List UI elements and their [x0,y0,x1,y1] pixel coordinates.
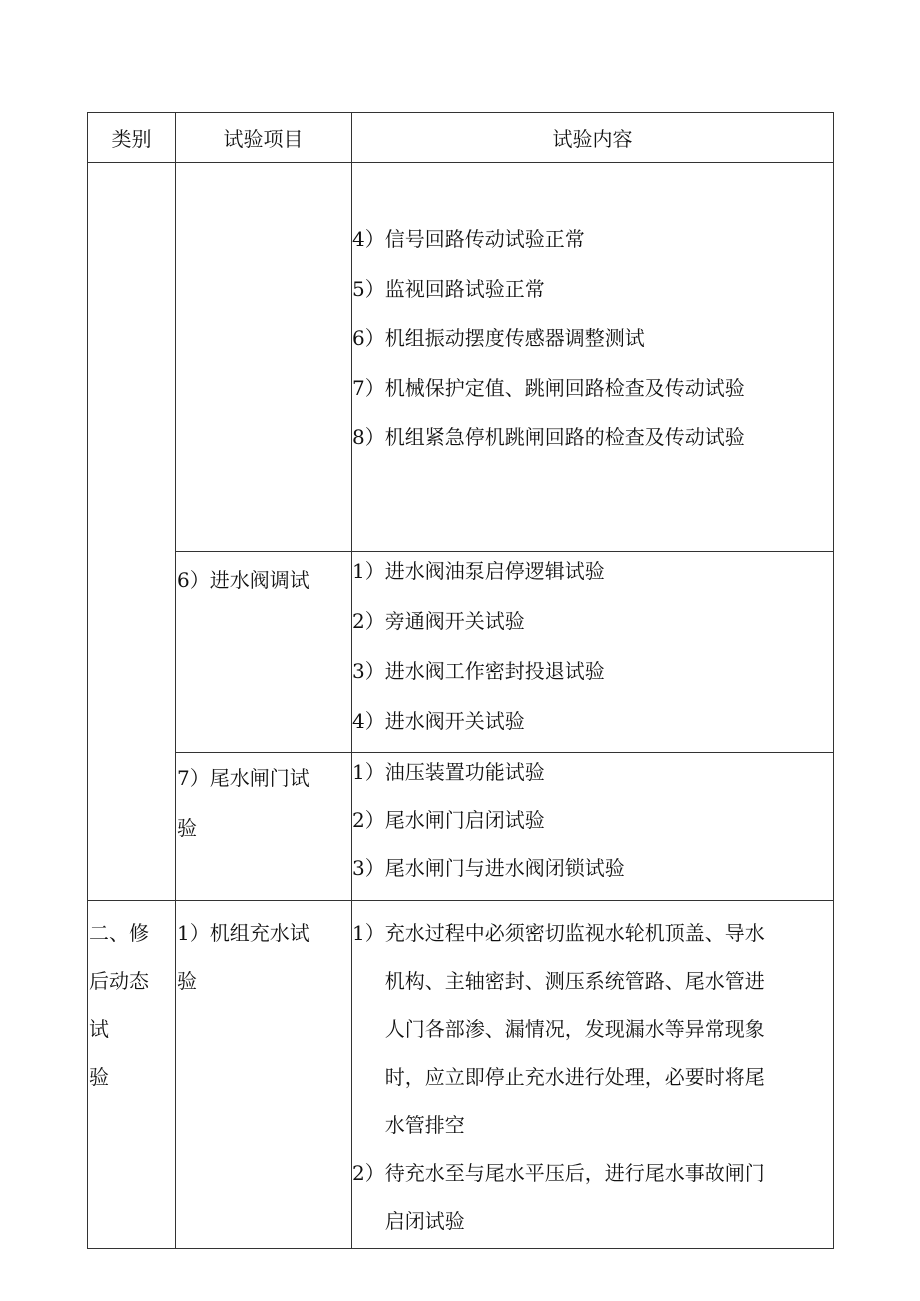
content-cell [352,753,834,901]
paragraph-text [385,1149,833,1245]
list-item: 6）机组振动摆度传感器调整测试 [352,326,645,350]
content-list [352,215,833,463]
content-paragraph [352,1149,833,1245]
text-line: 机构、主轴密封、测压系统管路、尾水管进 [384,969,765,993]
list-item: 3）尾水闸门与进水阀闭锁试验 [352,856,625,880]
list-item: 2）旁通阀开关试验 [352,609,525,633]
text-line: 时，应立即停止充水进行处理，必要时将尾 [384,1065,765,1089]
category-cell [88,901,176,1249]
text-line: 启闭试验 [384,1209,465,1233]
item-label-line: 验 [177,969,197,993]
item-cell [176,552,352,753]
list-item: 1）进水阀油泵启停逻辑试验 [352,559,605,583]
list-item: 4）信号回路传动试验正常 [352,227,585,251]
test-table [87,112,834,1249]
list-item: 1）油压装置功能试验 [352,760,545,784]
list-item: 7）机械保护定值、跳闸回路检查及传动试验 [352,375,745,400]
table-header-row [88,113,834,163]
category-line: 二、修 [89,921,149,945]
content-paragraph [352,909,833,1149]
category-line: 试 [89,1017,109,1041]
list-item: 3）进水阀工作密封投退试验 [352,659,605,683]
list-item: 2）尾水闸门启闭试验 [352,808,545,832]
content-list [352,546,833,746]
item-cell [176,901,352,1249]
category-line: 验 [89,1065,109,1089]
item-label: 6）进水阀调试 [177,568,310,592]
header-content: 试验内容 [352,113,834,163]
list-item: 8）机组紧急停机跳闸回路的检查及传动试验 [352,425,745,449]
category-line: 后动态 [89,969,149,993]
header-item: 试验项目 [176,113,352,163]
table-row [88,901,834,1249]
paragraph-number: 1） [352,921,385,945]
list-item: 4）进水阀开关试验 [352,709,525,733]
table-row [88,552,834,753]
content-list [352,747,833,893]
content-cell [352,552,834,753]
text-line: 人门各部渗、漏情况，发现漏水等异常现象 [384,1017,765,1041]
table-row [88,163,834,552]
item-cell [176,163,352,552]
content-cell [352,163,834,552]
text-line: 水管排空 [384,1113,465,1137]
item-label-line: 验 [177,816,197,840]
content-cell [352,901,834,1249]
list-item: 5）监视回路试验正常 [352,276,545,301]
category-cell-continued [88,163,176,901]
header-category: 类别 [88,113,176,163]
paragraph-text [385,909,833,1149]
item-cell [176,753,352,901]
item-label-line: 1）机组充水试 [177,921,310,945]
paragraph-number: 2） [352,1161,385,1185]
text-line: 待充水至与尾水平压后，进行尾水事故闸门 [384,1161,765,1185]
text-line: 充水过程中必须密切监视水轮机顶盖、导水 [384,921,765,945]
item-label-line: 7）尾水闸门试 [177,766,310,790]
table-row [88,753,834,901]
